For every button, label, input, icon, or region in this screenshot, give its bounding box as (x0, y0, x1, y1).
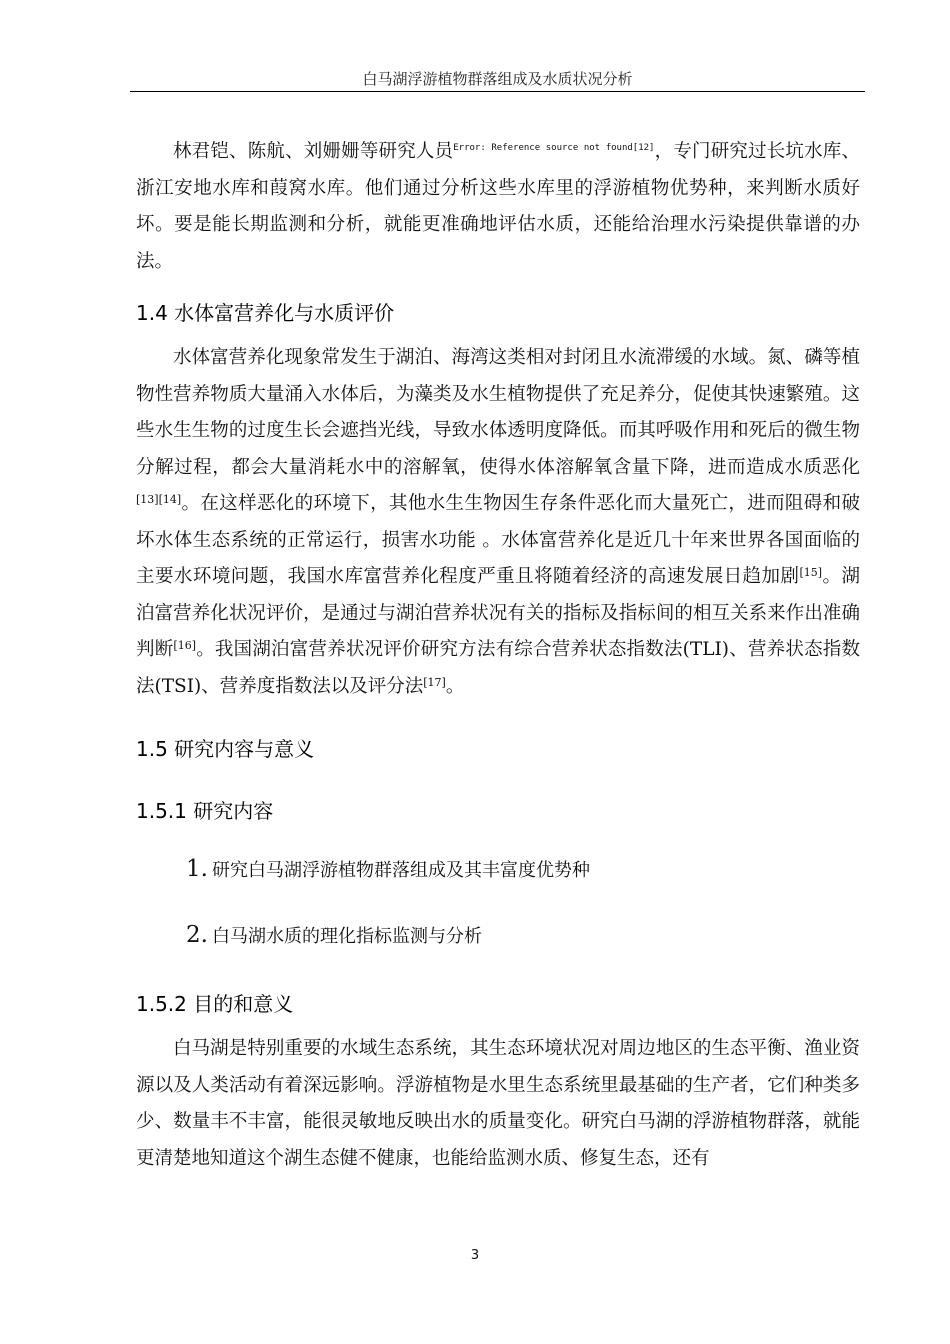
list-text: 研究白马湖浮游植物群落组成及其丰富度优势种 (211, 860, 590, 881)
list-number: 2. (186, 922, 208, 948)
paragraph-text: 。 (445, 675, 465, 697)
running-header: 白马湖浮游植物群落组成及水质状况分析 (362, 70, 633, 88)
paragraph-text: 林君铠、陈航、刘姗姗等研究人员 (173, 141, 454, 162)
citation: [13][14] (136, 493, 182, 506)
paragraph-text: ，专门研究过长坑水库、浙江安地水库和葭窝水库。他们通过分析这些水库里的浮游植物优势种，来判断水质好坏。要是能长期监测和分析，就能更准确地评估水质，还能给治理水污染提供靠谱的办法。 (136, 141, 860, 272)
citation: [16] (173, 639, 197, 652)
paragraph-text: 。我国湖泊富营养状况评价研究方法有综合营养状态指数法(TLI)、营养状态指数法(TSI)、营养度指数法以及评分法 (136, 639, 860, 697)
reference-error: Error: Reference source not found[12] (453, 143, 655, 153)
list-item (186, 922, 482, 948)
section-heading-1-5-1: 1.5.1 研究内容 (136, 799, 274, 823)
section-heading-1-5-2: 1.5.2 目的和意义 (136, 992, 294, 1016)
list-item (186, 856, 590, 882)
paragraph-text: 白马湖是特别重要的水域生态系统，其生态环境状况对周边地区的生态平衡、渔业资源以及人类活动有着深远影响。浮游植物是水里生态系统里最基础的生产者，它们种类多少、数量丰不丰富，能很灵敏地反映出水的质量变化。研究白马湖的浮游植物群落，就能更清楚地知道这个湖生态健不健康，也能给监测水质、修复生态，还有 (136, 1038, 860, 1169)
paragraph-text: 。湖泊富营养化状况评价，是通过与湖泊营养状况有关的指标及指标间的相互关系来作出准确判断 (136, 566, 860, 660)
page-number: 3 (470, 1248, 480, 1263)
section-heading-1-5: 1.5 研究内容与意义 (136, 737, 315, 761)
list-text: 白马湖水质的理化指标监测与分析 (211, 926, 482, 947)
paragraph-text: 。在这样恶化的环境下，其他水生生物因生存条件恶化而大量死亡，进而阻碍和破坏水体生态系统的正常运行，损害水功能 。水体富营养化是近几十年来世界各国面临的主要水环境问题，我国水库富营养化程度严重且将随着经济的高速发展日趋加剧 (136, 493, 860, 587)
citation: [17] (423, 675, 446, 689)
section-heading-1-4: 1.4 水体富营养化与水质评价 (136, 301, 395, 325)
paragraph-text: 水体富营养化现象常发生于湖泊、海湾这类相对封闭且水流滞缓的水域。氮、磷等植物性营养物质大量涌入水体后，为藻类及水生植物提供了充足养分，促使其快速繁殖。这些水生生物的过度生长会遮挡光线，导致水体透明度降低。而其呼吸作用和死后的微生物分解过程，都会大量消耗水中的溶解氧，使得水体溶解氧含量下降，进而造成水质恶化 (136, 347, 860, 478)
paragraph-eutrophication (136, 340, 860, 705)
list-number: 1. (186, 856, 208, 882)
paragraph-significance (136, 1031, 860, 1177)
paragraph-intro (136, 130, 860, 280)
citation: [15] (799, 566, 823, 579)
header-divider (130, 91, 865, 92)
